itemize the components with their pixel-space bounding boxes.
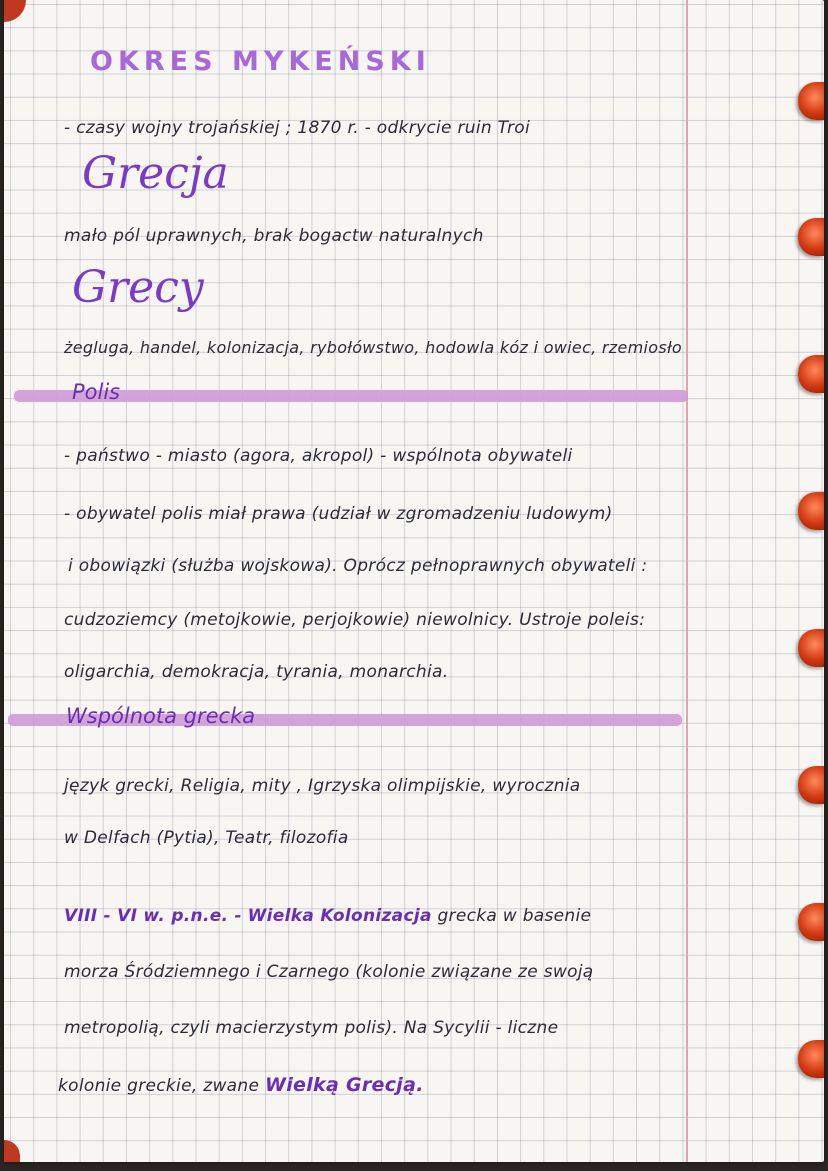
note-line bbox=[64, 906, 591, 926]
note-text: kolonie greckie, zwane bbox=[58, 1076, 260, 1096]
binder-ring bbox=[798, 1040, 824, 1078]
binder-ring bbox=[798, 82, 824, 120]
heading-polis: Polis bbox=[72, 380, 121, 404]
note-line: język grecki, Religia, mity , Igrzyska olimpijskie, wyrocznia bbox=[64, 776, 581, 796]
note-line: metropolią, czyli macierzystym polis). Na Sycylii - liczne bbox=[64, 1018, 559, 1038]
heading-grecy: Grecy bbox=[72, 262, 204, 313]
note-line: - czasy wojny trojańskiej ; 1870 r. - odkrycie ruin Troi bbox=[64, 118, 531, 138]
note-line: oligarchia, demokracja, tyrania, monarchia. bbox=[64, 662, 449, 682]
page-title: OKRES MYKEŃSKI bbox=[90, 46, 431, 77]
note-line: cudzoziemcy (metojkowie, perjojkowie) niewolnicy. Ustroje poleis: bbox=[64, 610, 646, 630]
notebook-page bbox=[4, 0, 824, 1162]
binder-ring bbox=[798, 629, 824, 667]
note-text: grecka w basenie bbox=[437, 906, 592, 926]
cover-corner-bottom bbox=[4, 1140, 20, 1162]
note-line: - państwo - miasto (agora, akropol) - wspólnota obywateli bbox=[64, 446, 573, 466]
cover-corner-top bbox=[4, 0, 26, 22]
margin-line bbox=[686, 0, 688, 1162]
note-line: i obowiązki (służba wojskowa). Oprócz pełnoprawnych obywateli : bbox=[68, 556, 648, 576]
binder-ring bbox=[798, 903, 824, 941]
binder-ring bbox=[798, 218, 824, 256]
binder-ring bbox=[798, 355, 824, 393]
note-line: mało pól uprawnych, brak bogactw naturalnych bbox=[64, 226, 484, 246]
date-range: VIII - VI w. p.n.e. - bbox=[64, 906, 242, 926]
note-line: żegluga, handel, kolonizacja, rybołówstwo, hodowla kóz i owiec, rzemiosło bbox=[64, 338, 682, 357]
heading-grecja: Grecja bbox=[82, 148, 229, 199]
binder-ring bbox=[798, 766, 824, 804]
note-line: morza Śródziemnego i Czarnego (kolonie związane ze swoją bbox=[64, 962, 594, 982]
note-line: - obywatel polis miał prawa (udział w zgromadzeniu ludowym) bbox=[64, 504, 613, 524]
term-wielka-grecja: Wielką Grecją. bbox=[264, 1074, 424, 1096]
term-wielka-kolonizacja: Wielka Kolonizacja bbox=[247, 906, 432, 926]
note-line bbox=[58, 1074, 424, 1096]
note-line: w Delfach (Pytia), Teatr, filozofia bbox=[64, 828, 349, 848]
heading-wspolnota: Wspólnota grecka bbox=[66, 704, 256, 728]
binder-ring bbox=[798, 492, 824, 530]
